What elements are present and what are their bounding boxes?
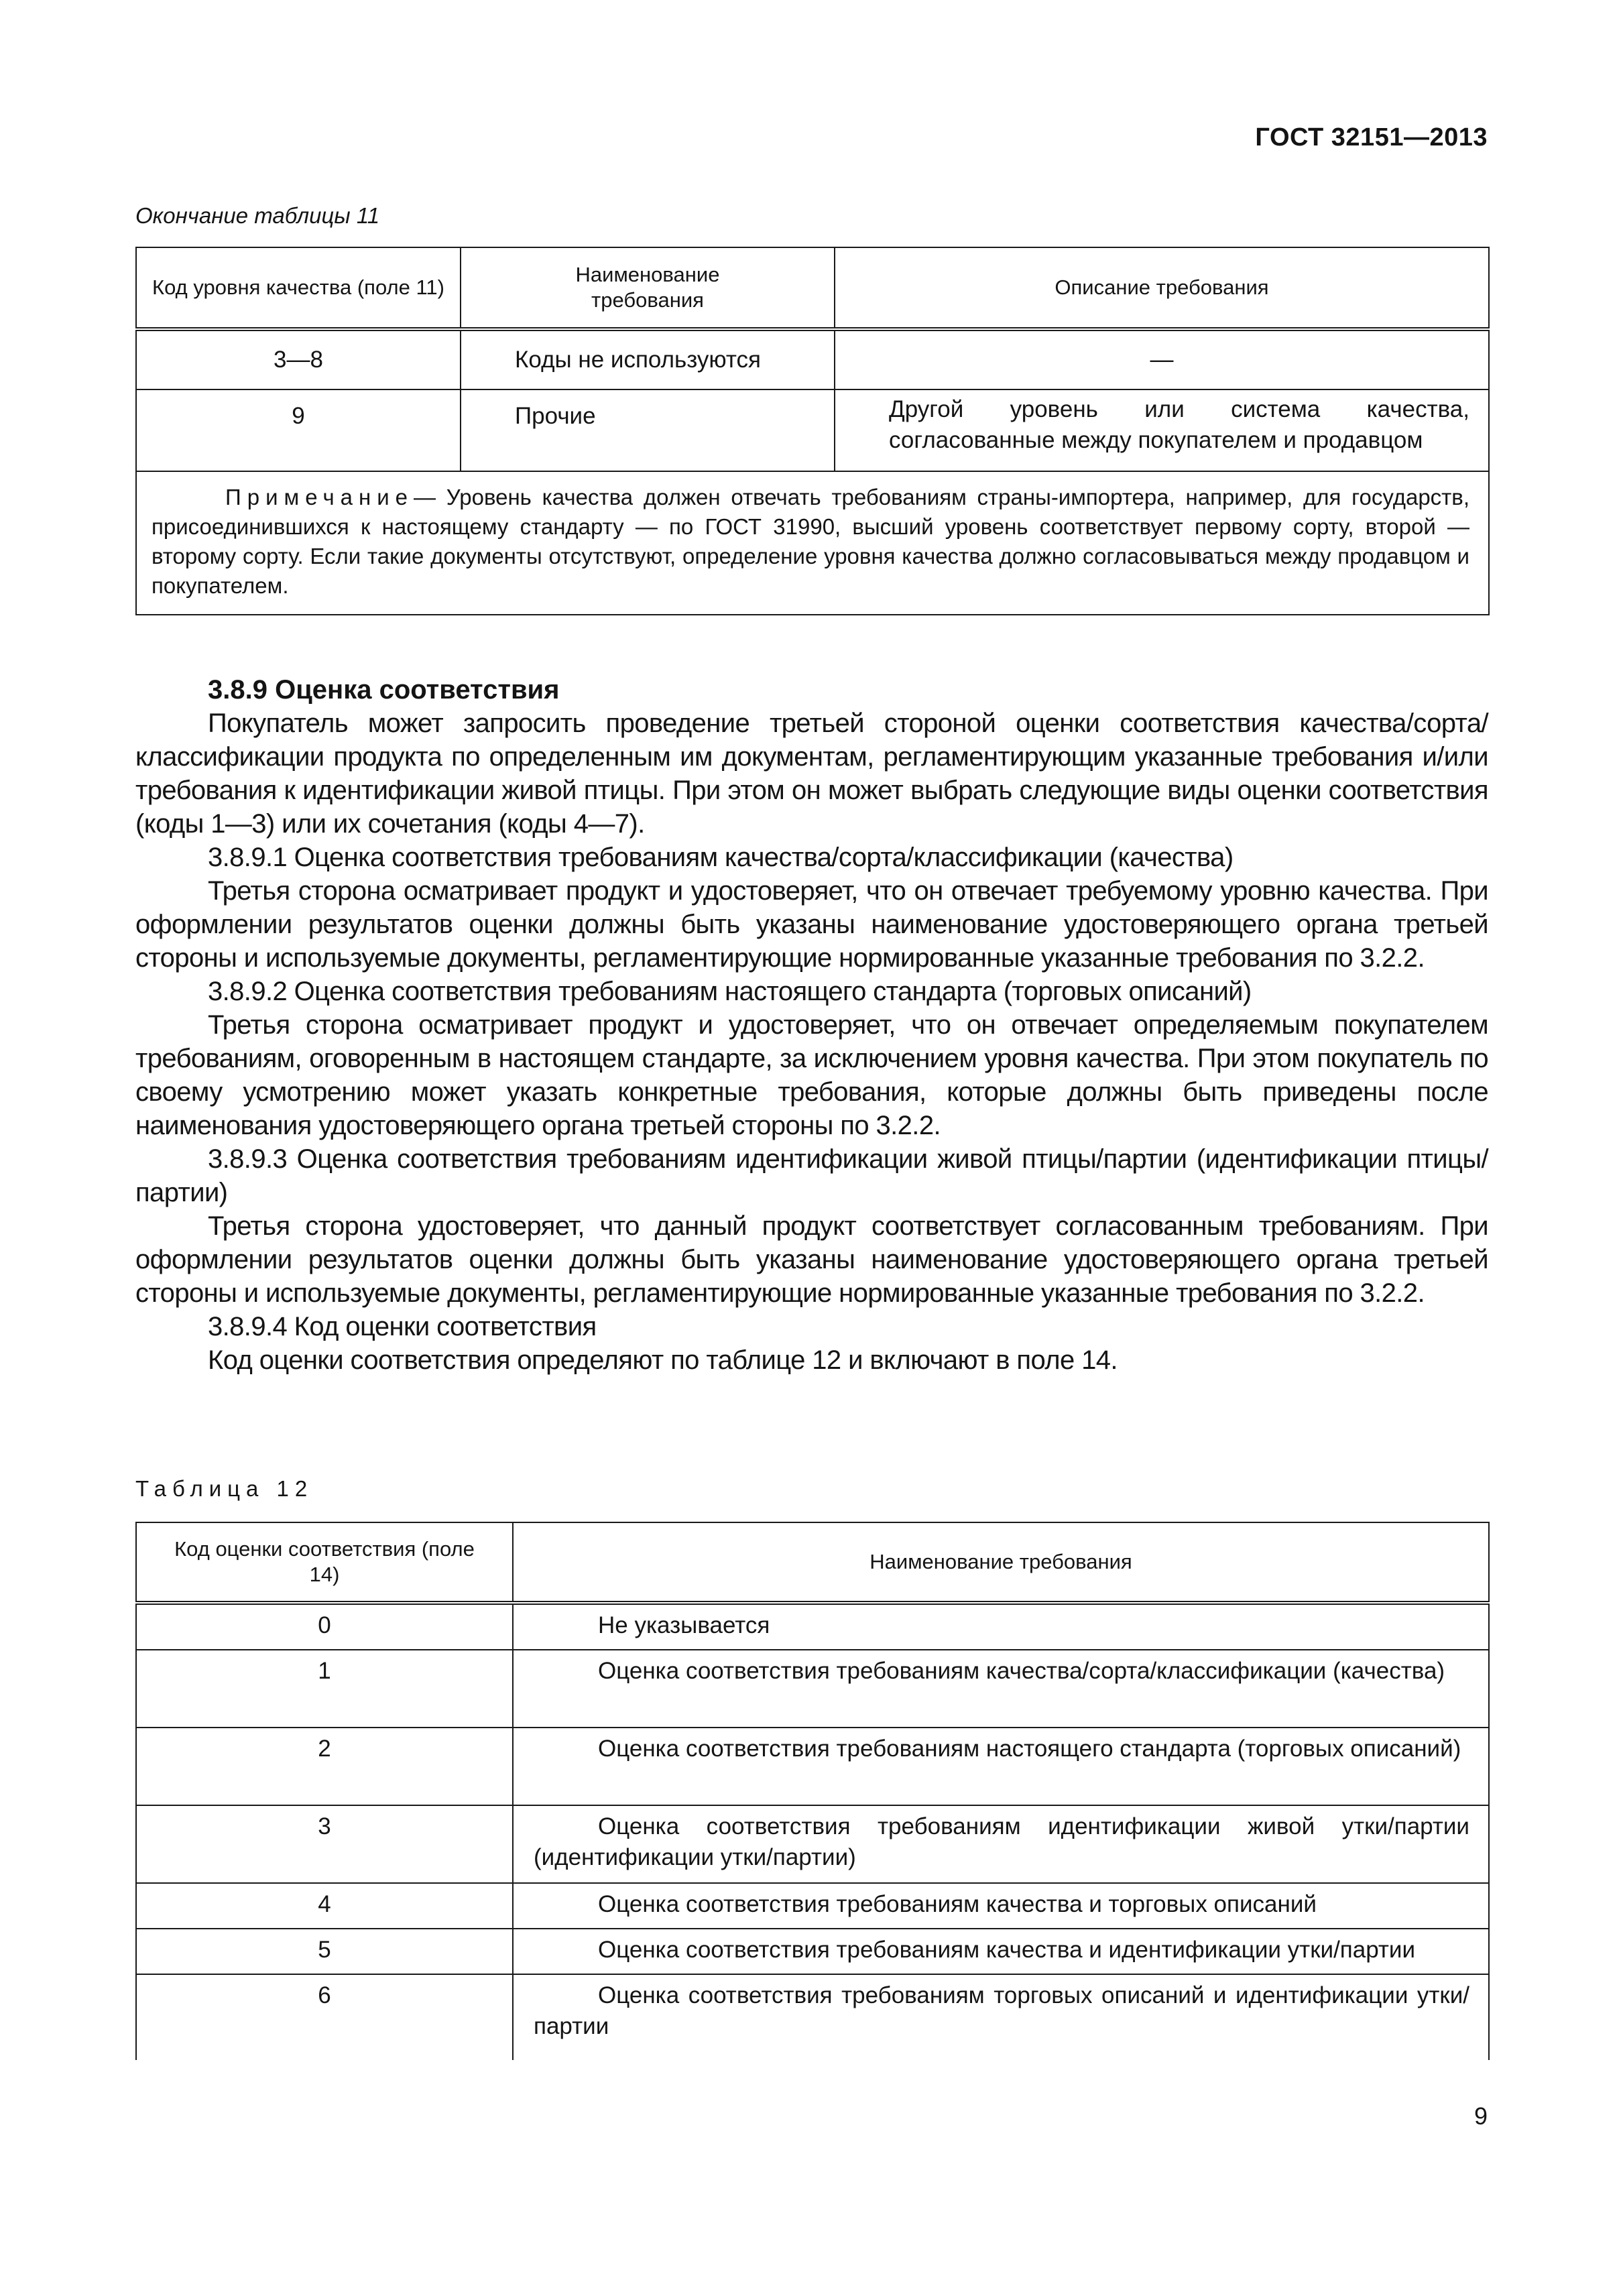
table-12-cell-req: Оценка соответствия требованиям идентификации живой утки/партии (идентификации утки/партии) bbox=[513, 1805, 1489, 1883]
table-12-cell-code: 5 bbox=[136, 1929, 513, 1974]
table-12-cell-code: 3 bbox=[136, 1805, 513, 1883]
table-row bbox=[136, 389, 1489, 471]
page-number: 9 bbox=[1474, 2102, 1488, 2130]
table-11-header-row bbox=[136, 247, 1489, 329]
table-row bbox=[136, 1728, 1489, 1805]
table-11-header-code: Код уровня качества (поле 11) bbox=[136, 247, 461, 329]
table-row bbox=[136, 1650, 1489, 1728]
table-11-note-row bbox=[136, 471, 1489, 615]
table-11-header-desc: Описание требования bbox=[835, 247, 1489, 329]
subsection-heading: 3.8.9.2 Оценка соответствия требованиям настоящего стандарта (торговых описаний) bbox=[208, 977, 1252, 1006]
table-11-cell-name: Прочие bbox=[461, 389, 835, 471]
table-row bbox=[136, 1974, 1489, 2060]
table-11-note bbox=[136, 471, 1489, 615]
table-row bbox=[136, 329, 1489, 389]
table-12-cell-req: Оценка соответствия требованиям качества и идентификации утки/партии bbox=[513, 1929, 1489, 1974]
table-12-cell-code: 2 bbox=[136, 1728, 513, 1805]
paragraph: Покупатель может запросить проведение третьей стороной оценки соответствия качества/сорта/классификации продукта по определенным им документам, регламентирующим указанные требования и/или требования к идентификации живой птицы. При этом он может выбрать следующие виды оценки соответствия (коды 1—3) или их сочетания (коды 4—7). bbox=[135, 709, 1488, 839]
table-12 bbox=[135, 1522, 1490, 2060]
table-11-header-name: Наименование требования bbox=[461, 247, 835, 329]
paragraph: Третья сторона осматривает продукт и удостоверяет, что он отвечает требуемому уровню качества. При оформлении результатов оценки должны быть указаны наименование удостоверяющего органа третьей стороны и используемые документы, регламентирующие нормированные указанные требования по 3.2.2. bbox=[135, 876, 1488, 973]
table-12-cell-req: Оценка соответствия требованиям настоящего стандарта (торговых описаний) bbox=[513, 1728, 1489, 1805]
table-11-cell-desc: Другой уровень или система качества, согласованные между покупателем и продавцом bbox=[835, 389, 1489, 471]
table-row bbox=[136, 1883, 1489, 1929]
note-text: — Уровень качества должен отвечать требованиям страны-импортера, например, для государств, присоединившихся к настоящему стандарту — по ГОСТ 31990, высший уровень соответствует первому сорту, второй — второму сорту. Если такие документы отсутствуют, определение уровня качества должно согласовываться между продавцом и покупателем. bbox=[152, 485, 1469, 598]
table-11-cell-code: 9 bbox=[136, 389, 461, 471]
section-body bbox=[135, 673, 1488, 1377]
table-row bbox=[136, 1805, 1489, 1883]
note-label: Примечание bbox=[225, 485, 414, 509]
table-12-header-row bbox=[136, 1522, 1489, 1603]
table-12-caption: Таблица 12 bbox=[135, 1476, 314, 1501]
table-12-header-req: Наименование требования bbox=[513, 1522, 1489, 1603]
table-12-cell-req: Оценка соответствия требованиям торговых описаний и идентификации утки/партии bbox=[513, 1974, 1489, 2060]
table-12-cell-code: 1 bbox=[136, 1650, 513, 1728]
table-12-cell-code: 4 bbox=[136, 1883, 513, 1929]
table-11-cell-code: 3—8 bbox=[136, 329, 461, 389]
table-row bbox=[136, 1929, 1489, 1974]
table-11-caption: Окончание таблицы 11 bbox=[135, 203, 380, 228]
subsection-heading: 3.8.9.3 Оценка соответствия требованиям идентификации живой птицы/партии (идентификации птицы/партии) bbox=[135, 1144, 1488, 1207]
section-heading: 3.8.9 Оценка соответствия bbox=[208, 675, 560, 705]
table-12-cell-code: 6 bbox=[136, 1974, 513, 2060]
table-12-cell-req: Не указывается bbox=[513, 1603, 1489, 1650]
table-12-cell-code: 0 bbox=[136, 1603, 513, 1650]
table-11-cell-name: Коды не используются bbox=[461, 329, 835, 389]
paragraph: Третья сторона осматривает продукт и удостоверяет, что он отвечает определяемым покупателем требованиям, оговоренным в настоящем стандарте, за исключением уровня качества. При этом покупатель по своему усмотрению может указать конкретные требования, которые должны быть приведены после наименования удостоверяющего органа третьей стороны по 3.2.2. bbox=[135, 1010, 1488, 1140]
table-12-cell-req: Оценка соответствия требованиям качества и торговых описаний bbox=[513, 1883, 1489, 1929]
table-11 bbox=[135, 247, 1490, 615]
subsection-heading: 3.8.9.4 Код оценки соответствия bbox=[208, 1312, 597, 1341]
paragraph: Код оценки соответствия определяют по таблице 12 и включают в поле 14. bbox=[208, 1345, 1118, 1375]
document-code: ГОСТ 32151—2013 bbox=[1255, 123, 1488, 152]
table-row bbox=[136, 1603, 1489, 1650]
subsection-heading: 3.8.9.1 Оценка соответствия требованиям качества/сорта/классификации (качества) bbox=[208, 843, 1234, 872]
table-12-cell-req: Оценка соответствия требованиям качества/сорта/классификации (качества) bbox=[513, 1650, 1489, 1728]
table-11-cell-desc: — bbox=[835, 329, 1489, 389]
table-12-header-code: Код оценки соответствия (поле 14) bbox=[136, 1522, 513, 1603]
paragraph: Третья сторона удостоверяет, что данный продукт соответствует согласованным требованиям. При оформлении результатов оценки должны быть указаны наименование удостоверяющего органа третьей стороны и используемые документы, регламентирующие нормированные указанные требования по 3.2.2. bbox=[135, 1211, 1488, 1308]
